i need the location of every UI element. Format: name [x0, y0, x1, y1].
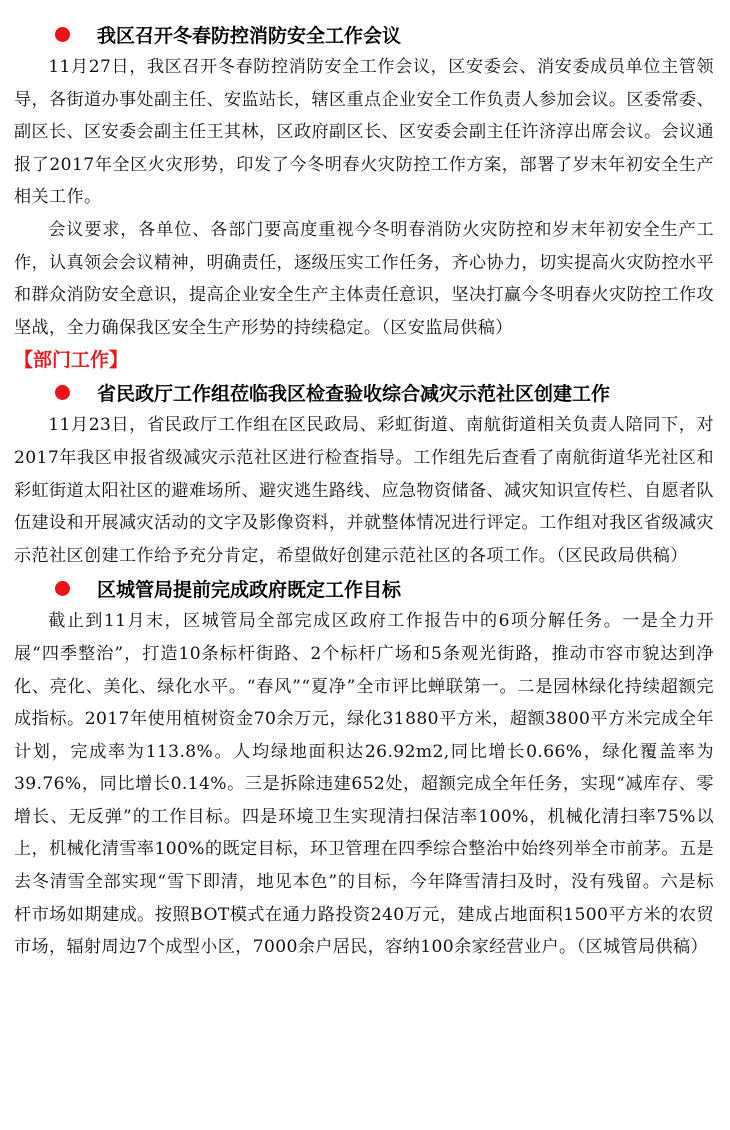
heading-text: 区城管局提前完成政府既定工作目标 [97, 579, 402, 602]
article-heading [14, 18, 714, 51]
red-dot-bullet-icon [55, 385, 70, 400]
section-tag: 【部门工作】 [14, 349, 129, 372]
article-paragraph: 会议要求，各单位、各部门要高度重视今冬明春消防火灾防控和岁末年初安全生产工作，认真领会会议精神，明确责任，逐级压实工作任务，齐心协力，切实提高火灾防控水平和群众消防安全意识，提高企业安全生产主体责任意识，坚决打赢今冬明春火灾防控工作攻坚战，全力确保我区安全生产形势的持续稳定。（区安监局供稿） [14, 219, 714, 338]
article-heading [14, 376, 714, 409]
red-dot-bullet-icon [55, 581, 70, 596]
article-paragraph: 截止到11月末，区城管局全部完成区政府工作报告中的6项分解任务。一是全力开展“四季整治”，打造10条标杆街路、2个标杆广场和5条观光街路，推动市容市貌达到净化、亮化、美化、绿化水平。“春风”“夏净”全市评比蝉联第一。二是园林绿化持续超额完成指标。2017年使用植树资金70余万元，绿化31880平方米，超额3800平方米完成全年计划，完成率为113.8%。人均绿地面积达26.92m2,同比增长0.66%，绿化覆盖率为39.76%，同比增长0.14%。三是拆除违建652处，超额完成全年任务，实现“减库存、零增长、无反弹”的工作目标。四是环境卫生实现清扫保洁率100%，机械化清扫率75%以上，机械化清雪率100%的既定目标，环卫管理在四季综合整治中始终列举全市前茅。五是去冬清雪全部实现“雪下即清，地见本色”的目标，今年降雪清扫及时，没有残留。六是标杆市场如期建成。按照BOT模式在通力路投资240万元，建成占地面积1500平方米的农贸市场，辐射周边7个成型小区，7000余户居民，容纳100余家经营业户。（区城管局供稿） [14, 611, 714, 958]
article-paragraph: 11月23日，省民政厅工作组在区民政局、彩虹街道、南航街道相关负责人陪同下，对2017年我区申报省级减灾示范社区进行检查指导。工作组先后查看了南航街道华光社区和彩虹街道太阳社区的避难场所、避灾逃生路线、应急物资储备、减灾知识宣传栏、自愿者队伍建设和开展减灾活动的文字及影像资料，并就整体情况进行评定。工作组对我区省级减灾示范社区创建工作给予充分肯定，希望做好创建示范社区的各项工作。（区民政局供稿） [14, 415, 714, 566]
article-heading [14, 572, 714, 605]
article-paragraph: 11月27日，我区召开冬春防控消防安全工作会议，区安委会、消安委成员单位主管领导，各街道办事处副主任、安监站长，辖区重点企业安全工作负责人参加会议。区委常委、副区长、区安委会副主任王其林，区政府副区长、区安委会副主任许济淳出席会议。会议通报了2017年全区火灾形势，印发了今冬明春火灾防控工作方案，部署了岁末年初安全生产相关工作。 [14, 57, 714, 208]
red-dot-bullet-icon [55, 27, 70, 42]
heading-text: 省民政厅工作组莅临我区检查验收综合减灾示范社区创建工作 [97, 383, 611, 406]
heading-text: 我区召开冬春防控消防安全工作会议 [97, 25, 402, 47]
